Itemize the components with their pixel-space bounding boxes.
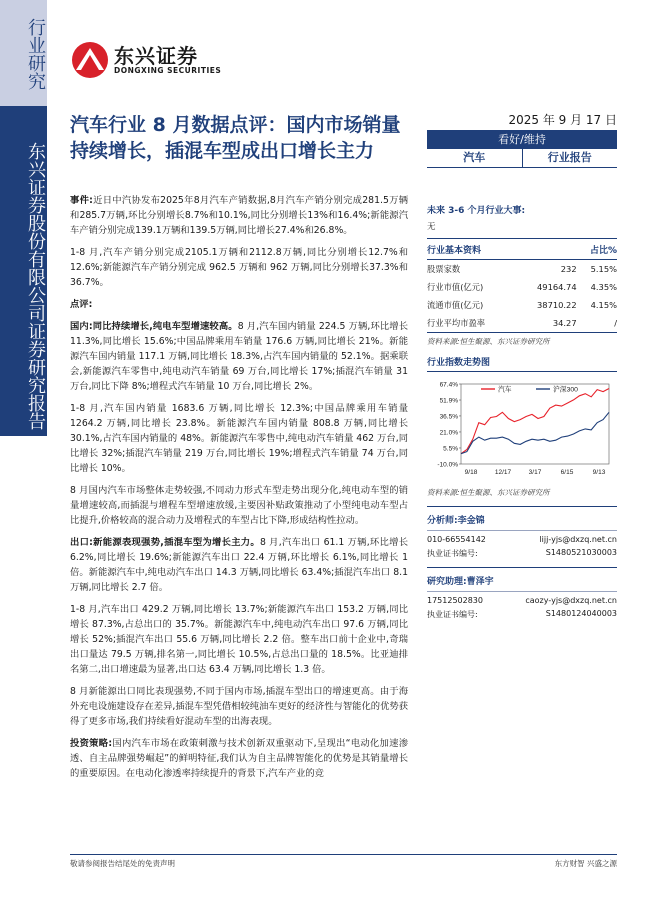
source-note: 资料来源:恒生聚源、东兴证券研究所 [427, 488, 550, 497]
report-tags [427, 149, 617, 168]
stats-label: 股票家数 [427, 264, 461, 274]
x-tick-label: 3/17 [528, 469, 542, 476]
analyst-contact [427, 535, 617, 544]
report-title: 汽车行业 8 月数据点评：国内市场销量持续增长，插混车型成出口增长主力 [70, 114, 401, 162]
assistant-contact [427, 596, 617, 605]
trend-title: 行业指数走势图 [427, 358, 491, 368]
stats-row [427, 260, 617, 278]
series-line-1 [461, 412, 609, 453]
x-tick-label: 6/15 [560, 469, 574, 476]
lead-strategy: 投资策略: [70, 738, 113, 749]
divider [427, 530, 617, 531]
paragraph-domestic-ytd: 1-8 月,汽车国内销量 1683.6 万辆,同比增长 12.3%;中国品牌乘用车销量 1264.2 万辆,同比增长 23.8%。新能源汽车国内销量 808.8 万辆,同比增长 30.1%,占汽车国内销量的 48%。新能源汽车零售中,纯电动汽车销量 462 万台,同比增长 32%;插混汽车销量 219 万台,同比增长 19%;增程式汽车销量 74 万台,同比增长 10%。 [70, 403, 408, 474]
paragraph-event [70, 193, 408, 238]
paragraph-ytd: 1-8 月,汽车产销分别完成2105.1万辆和2112.8万辆,同比分别增长12.7%和 12.6%;新能源汽车产销分别完成 962.5 万辆和 962 万辆,同比分别增长37.3%和36.7%。 [70, 247, 408, 288]
basic-header [427, 243, 617, 256]
assistant-phone: 17512502830 [427, 596, 483, 605]
stats-label: 流通市值(亿元) [427, 300, 484, 310]
report-meta [427, 112, 617, 168]
x-tick-label: 9/13 [592, 469, 606, 476]
legend-label: 沪深300 [553, 386, 578, 394]
analyst-phone: 010-66554142 [427, 535, 486, 544]
stats-value: 49164.74 [537, 282, 577, 292]
stats-pct: 4.35% [590, 282, 617, 292]
stats-pct: 4.15% [590, 300, 617, 310]
report-category: 行业研究 [25, 18, 46, 90]
logo-mark-icon [70, 40, 110, 80]
sidebar-top-band [0, 0, 47, 106]
stats-label: 行业平均市盈率 [427, 318, 486, 328]
lead-comment: 点评: [70, 299, 93, 310]
divider [427, 332, 617, 333]
divider [427, 506, 617, 507]
sidebar-bottom-band [0, 106, 47, 436]
basic-title: 行业基本资料 [427, 246, 482, 256]
report-date: 2025 年 9 月 17 日 [427, 112, 617, 131]
events-value: 无 [427, 222, 436, 232]
assistant-cert: S1480124040003 [545, 609, 617, 618]
y-tick-label: 5.5% [443, 445, 458, 453]
company-report-label: 东兴证券股份有限公司证券研究报告 [25, 142, 46, 430]
analyst-cert: S1480521030003 [545, 548, 617, 557]
assistant-email[interactable]: caozy-yjs@dxzq.net.cn [525, 596, 617, 605]
paragraph-domestic-analysis: 8 月国内汽车市场整体走势较强,不同动力形式车型走势出现分化,纯电动车型的销量增速较高,而插混与增程车型增速放缓,主要因补贴政策推动了小型纯电动车型占比提升,价格较高的混合动力及增程式的车型占比下降,形成结构性拉动。 [70, 485, 408, 526]
y-tick-label: -10.0% [437, 461, 458, 469]
divider [427, 238, 617, 239]
stats-value: 38710.22 [537, 300, 577, 310]
text-event: 近日中汽协发布2025年8月汽车产销数据,8月汽车产销分别完成281.5万辆和285.7万辆,环比分别增长8.7%和10.1%,同比分别增长13%和16.4%;新能源汽车产销分别完成139.1万辆和139.5万辆,同比增长27.4%和26.8%。 [70, 195, 409, 236]
stats-pct: 5.15% [590, 264, 617, 274]
analyst-title: 分析师:李金锦 [427, 516, 485, 526]
analyst-block [427, 513, 617, 620]
lead-event: 事件: [70, 195, 93, 206]
industry-tag: 汽车 [463, 151, 486, 164]
analyst-cert-row [427, 548, 617, 559]
logo-en-text: DONGXING SECURITIES [114, 66, 222, 75]
y-tick-label: 36.5% [439, 413, 458, 421]
report-body [70, 193, 408, 788]
y-tick-label: 51.9% [439, 397, 458, 405]
legend-label: 汽车 [498, 386, 512, 394]
index-trend-chart [427, 372, 617, 487]
assistant-cert-row [427, 609, 617, 620]
logo-cn-text: 东兴证券 [114, 44, 198, 68]
paragraph-export [70, 535, 408, 595]
y-tick-label: 67.4% [439, 381, 458, 389]
source-note: 资料来源:恒生聚源、东兴证券研究所 [427, 337, 550, 346]
right-column [427, 203, 617, 624]
text-strategy: 国内汽车市场在政策刺激与技术创新双重驱动下,呈现出“电动化加速渗透、自主品牌强势崛起”的鲜明特征,我们认为自主品牌智能化的优势是其销量增长的重要原因。在电动化渗透率持续提升的背景下,汽车产业的竞 [70, 738, 408, 779]
assistant-title: 研究助理:曹泽宇 [427, 577, 494, 587]
report-type-tag: 行业报告 [522, 149, 618, 167]
x-tick-label: 12/17 [494, 469, 512, 476]
logo [70, 38, 250, 82]
sidebar [0, 0, 47, 898]
basic-col-header: 占比% [589, 246, 617, 256]
stats-value: 232 [560, 264, 577, 274]
paragraph-domestic [70, 319, 408, 394]
text-domestic: 8 月,汽车国内销量 224.5 万辆,环比增长 11.3%,同比增长 15.6%;中国品牌乘用车销量 176.6 万辆,同比增长 21%。新能源汽车国内销量 117.1 万辆,同比增长 18.3%,占汽车国内销量的 52.1%。据乘联会,新能源汽车零售中,纯电动汽车销量 69 万台,同比增长 17%;插混汽车销量 31 万台,同比下降 8%;增程式汽车销量 10 万台,同比增长 2%。 [70, 321, 409, 392]
analyst-email[interactable]: lijj-yjs@dxzq.net.cn [539, 535, 617, 544]
stats-row [427, 278, 617, 296]
stats-value: 34.27 [552, 318, 577, 328]
y-tick-label: 21.0% [439, 429, 458, 437]
series-line-0 [461, 389, 609, 454]
footer [70, 854, 617, 869]
rating-badge: 看好/维持 [427, 131, 617, 149]
stats-label: 行业市值(亿元) [427, 282, 484, 292]
stats-row [427, 296, 617, 314]
stats-row [427, 314, 617, 332]
text-export: 8 月,汽车出口 61.1 万辆,环比增长 6.2%,同比增长 19.6%;新能源汽车出口 22.4 万辆,环比增长 6.1%,同比增长 1 倍。新能源汽车中,纯电动汽车出口 14.3 万辆,同比增长 63.4%;插混汽车出口 8.1 万辆,同比增长 2.7 倍。 [70, 537, 408, 593]
paragraph-strategy [70, 736, 408, 781]
lead-export: 出口:新能源表现强势,插混车型为增长主力。 [70, 537, 260, 548]
basic-stats-table [427, 260, 617, 332]
cert-label: 执业证书编号: [427, 549, 478, 558]
paragraph-comment-lead [70, 297, 408, 312]
slogan: 东方财智 兴盛之源 [554, 859, 617, 868]
x-tick-label: 9/18 [464, 469, 478, 476]
cert-label: 执业证书编号: [427, 610, 478, 619]
disclaimer-note: 敬请参阅报告结尾处的免责声明 [70, 859, 175, 868]
stats-pct: / [614, 318, 617, 328]
events-title: 未来 3-6 个月行业大事: [427, 206, 526, 216]
divider [427, 591, 617, 592]
lead-domestic: 国内:同比持续增长,纯电车型增速较高。 [70, 321, 238, 332]
paragraph-export-ytd: 1-8 月,汽车出口 429.2 万辆,同比增长 13.7%;新能源汽车出口 153.2 万辆,同比增长 87.3%,占总出口的 35.7%。新能源汽车中,纯电动汽车出口 97.6 万辆,同比增长 52%;插混汽车出口 55.6 万辆,同比增长 2.2 倍。整车出口前十企业中,奇瑞出口量达 79.5 万辆,排名第一,同比增长 10.5%,占总出口量的 18.5%。比亚迪排名第二,出口增速最为显著,出口达 63.4 万辆,同比增长 1.3 倍。 [70, 604, 408, 675]
divider [427, 567, 617, 568]
chart-svg [427, 372, 617, 487]
paragraph-export-analysis: 8 月新能源出口同比表现强势,不同于国内市场,插混车型出口的增速更高。由于海外充电设施建设存在差异,插混车型凭借相较纯油车更好的经济性与智能化的优势获得了更多市场,我们持续看好混动车型的出海表现。 [70, 686, 408, 727]
